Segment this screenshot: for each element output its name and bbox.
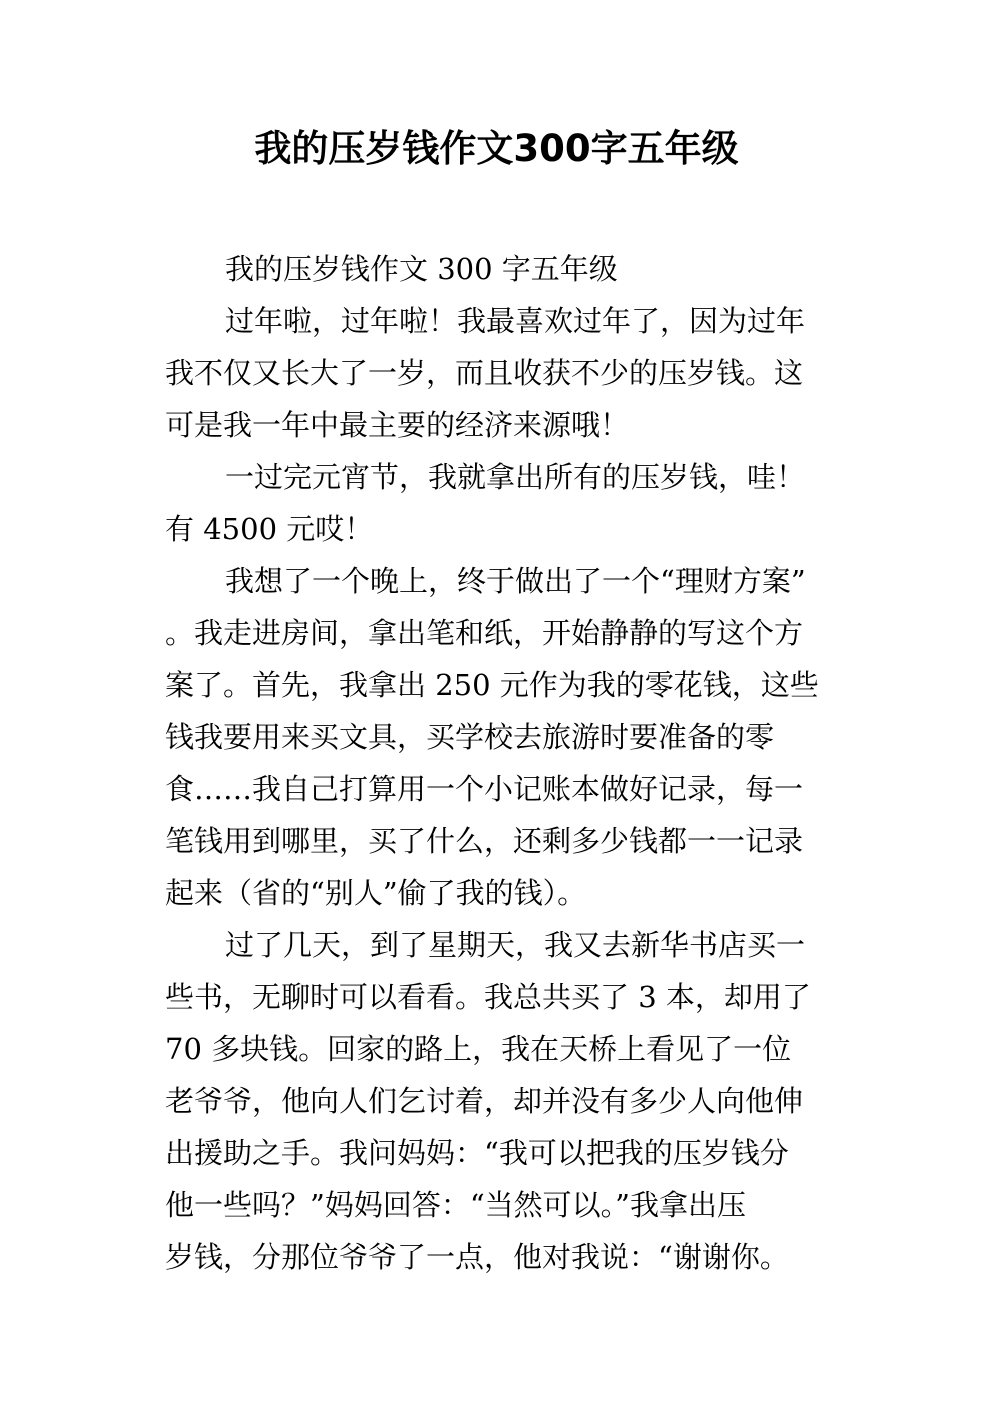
body-line: 岁钱，分那位爷爷了一点，他对我说：“谢谢你。 xyxy=(165,1240,789,1274)
body-line: 我想了一个晚上，终于做出了一个“理财方案” xyxy=(225,564,806,598)
body-line: 出援助之手。我问妈妈：“我可以把我的压岁钱分 xyxy=(165,1136,789,1170)
body-line: 一过完元宵节，我就拿出所有的压岁钱，哇！ xyxy=(225,460,806,494)
body-line: 。我走进房间，拿出笔和纸，开始静静的写这个方 xyxy=(165,616,804,650)
body-line: 过年啦，过年啦！我最喜欢过年了，因为过年 xyxy=(225,304,806,338)
body-line: 起来（省的“别人”偷了我的钱）。 xyxy=(165,876,587,910)
body-line: 老爷爷，他向人们乞讨着，却并没有多少人向他伸 xyxy=(165,1084,804,1118)
body-line: 可是我一年中最主要的经济来源哦！ xyxy=(165,408,630,442)
body-line: 过了几天，到了星期天，我又去新华书店买一 xyxy=(225,928,806,962)
document-title: 我的压岁钱作文300字五年级 xyxy=(254,127,739,170)
body-line: 食……我自己打算用一个小记账本做好记录，每一 xyxy=(165,772,804,806)
body-line: 些书，无聊时可以看看。我总共买了 3 本，却用了 xyxy=(165,980,811,1014)
body-line: 70 多块钱。回家的路上，我在天桥上看见了一位 xyxy=(165,1032,792,1066)
body-line: 我的压岁钱作文 300 字五年级 xyxy=(225,252,618,286)
body-line: 有 4500 元哎！ xyxy=(165,512,374,546)
body-line: 案了。首先，我拿出 250 元作为我的零花钱，这些 xyxy=(165,668,819,702)
document-body xyxy=(165,243,845,1283)
body-line: 他一些吗？”妈妈回答：“当然可以。”我拿出压 xyxy=(165,1188,746,1222)
body-line: 笔钱用到哪里，买了什么，还剩多少钱都一一记录 xyxy=(165,824,804,858)
body-line: 钱我要用来买文具，买学校去旅游时要准备的零 xyxy=(165,720,775,754)
body-line: 我不仅又长大了一岁，而且收获不少的压岁钱。这 xyxy=(165,356,804,390)
